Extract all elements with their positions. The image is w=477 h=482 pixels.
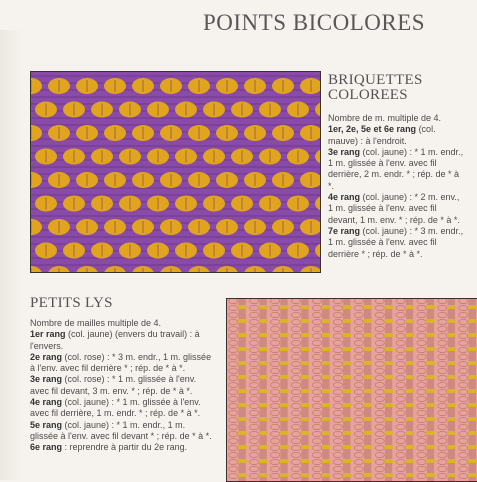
- yellow-stitch-mark: [301, 403, 310, 407]
- yellow-stitch-mark: [175, 243, 197, 259]
- page-gutter: [0, 30, 22, 480]
- yellow-stitch-mark: [301, 431, 310, 435]
- step-text: (col. jaune) (envers du travail) : à l'envers.: [30, 329, 200, 351]
- yellow-stitch-mark: [322, 361, 331, 365]
- yellow-stitch-mark: [405, 319, 414, 323]
- yellow-stitch-mark: [238, 459, 247, 463]
- yellow-stitch-mark: [280, 473, 289, 477]
- step-label: 3e rang: [328, 146, 361, 157]
- step-label: 7e rang: [328, 225, 361, 236]
- step-label: 1er rang: [30, 329, 66, 340]
- yellow-stitch-mark: [447, 417, 456, 421]
- yellow-stitch-mark: [203, 102, 225, 118]
- yellow-stitch-mark: [280, 445, 289, 449]
- yellow-stitch-mark: [132, 78, 154, 94]
- yellow-stitch-mark: [259, 196, 281, 212]
- yellow-stitch-mark: [322, 473, 331, 477]
- yellow-stitch-mark: [48, 219, 70, 235]
- yellow-stitch-mark: [301, 417, 310, 421]
- yellow-stitch-mark: [91, 196, 113, 212]
- yellow-stitch-mark: [238, 473, 247, 477]
- yellow-stitch-mark: [48, 125, 70, 141]
- yellow-stitch-mark: [132, 125, 154, 141]
- yellow-stitch-mark: [405, 459, 414, 463]
- yellow-stitch-mark: [342, 347, 351, 351]
- yellow-stitch-mark: [91, 102, 113, 118]
- yellow-stitch-mark: [468, 347, 477, 351]
- yellow-stitch-mark: [63, 102, 85, 118]
- yellow-stitch-mark: [363, 305, 372, 309]
- yellow-stitch-mark: [104, 125, 126, 141]
- step-row: [30, 329, 215, 352]
- yellow-stitch-mark: [384, 375, 393, 379]
- yellow-stitch-mark: [175, 102, 197, 118]
- yellow-stitch-mark: [259, 319, 268, 323]
- yellow-stitch-mark: [244, 172, 266, 188]
- yellow-stitch-mark: [188, 125, 210, 141]
- yellow-stitch-mark: [238, 431, 247, 435]
- yellow-stitch-mark: [238, 347, 247, 351]
- yellow-stitch-mark: [301, 305, 310, 309]
- yellow-stitch-mark: [259, 389, 268, 393]
- yellow-stitch-mark: [468, 431, 477, 435]
- yellow-stitch-mark: [244, 219, 266, 235]
- yellow-stitch-mark: [301, 319, 310, 323]
- yellow-stitch-mark: [322, 431, 331, 435]
- yellow-stitch-mark: [405, 445, 414, 449]
- step-row: [30, 397, 215, 420]
- briquettes-swatch-image: [30, 71, 321, 273]
- yellow-stitch-mark: [287, 196, 309, 212]
- yellow-stitch-mark: [363, 459, 372, 463]
- yellow-stitch-mark: [238, 417, 247, 421]
- step-text: (col. jaune) : * 1 m. glissée à l'env. avec fil derrière, 1 m. endr. * ; rép. de * à *.: [30, 397, 201, 419]
- yellow-stitch-mark: [238, 445, 247, 449]
- yellow-stitch-mark: [426, 403, 435, 407]
- yellow-stitch-mark: [447, 305, 456, 309]
- yellow-stitch-mark: [322, 375, 331, 379]
- yellow-stitch-mark: [63, 149, 85, 165]
- step-text: (col. jaune) : * 1 m. endr., 1 m. glissée à l'env. avec fil derrière, 2 m. endr. * ; rép. de * à *.: [328, 146, 464, 191]
- yellow-stitch-mark: [63, 196, 85, 212]
- yellow-stitch-mark: [48, 78, 70, 94]
- step-row: [328, 226, 466, 260]
- yellow-stitch-mark: [384, 389, 393, 393]
- yellow-stitch-mark: [447, 445, 456, 449]
- page-title: POINTS BICOLORES: [203, 10, 426, 35]
- yellow-stitch-mark: [272, 125, 294, 141]
- yellow-stitch-mark: [119, 102, 141, 118]
- yellow-stitch-mark: [76, 125, 98, 141]
- yellow-stitch-mark: [322, 445, 331, 449]
- yellow-stitch-mark: [426, 389, 435, 393]
- yellow-stitch-mark: [63, 243, 85, 259]
- yellow-stitch-mark: [35, 243, 57, 259]
- step-row: [30, 442, 215, 453]
- yellow-stitch-mark: [468, 417, 477, 421]
- yellow-stitch-mark: [322, 403, 331, 407]
- yellow-stitch-mark: [322, 305, 331, 309]
- yellow-stitch-mark: [259, 102, 281, 118]
- yellow-stitch-mark: [426, 445, 435, 449]
- yellow-stitch-mark: [426, 319, 435, 323]
- yellow-stitch-mark: [405, 417, 414, 421]
- yellow-stitch-mark: [216, 78, 238, 94]
- yellow-stitch-mark: [259, 445, 268, 449]
- step-row: [328, 124, 466, 147]
- yellow-stitch-mark: [280, 417, 289, 421]
- yellow-stitch-mark: [426, 361, 435, 365]
- yellow-stitch-mark: [104, 172, 126, 188]
- yellow-stitch-mark: [363, 319, 372, 323]
- yellow-stitch-mark: [447, 389, 456, 393]
- yellow-stitch-mark: [363, 417, 372, 421]
- yellow-stitch-mark: [322, 389, 331, 393]
- yellow-stitch-mark: [244, 125, 266, 141]
- yellow-stitch-mark: [468, 403, 477, 407]
- yellow-stitch-mark: [342, 431, 351, 435]
- yellow-stitch-mark: [342, 305, 351, 309]
- yellow-stitch-mark: [363, 431, 372, 435]
- yellow-stitch-mark: [384, 431, 393, 435]
- yellow-stitch-mark: [259, 431, 268, 435]
- yellow-stitch-mark: [426, 333, 435, 337]
- yellow-stitch-mark: [188, 219, 210, 235]
- yellow-stitch-mark: [384, 305, 393, 309]
- yellow-stitch-mark: [280, 319, 289, 323]
- yellow-stitch-mark: [384, 347, 393, 351]
- yellow-stitch-mark: [238, 305, 247, 309]
- yellow-stitch-mark: [384, 319, 393, 323]
- yellow-stitch-mark: [447, 431, 456, 435]
- yellow-stitch-mark: [363, 473, 372, 477]
- yellow-stitch-mark: [322, 459, 331, 463]
- step-text: (col. rose) : * 1 m. glissée à l'env. avec fil devant, 3 m. env. * ; rép. de * à *.: [30, 374, 197, 396]
- yellow-stitch-mark: [384, 403, 393, 407]
- yellow-stitch-mark: [119, 149, 141, 165]
- yellow-stitch-mark: [35, 102, 57, 118]
- section-title-petits-lys: PETITS LYS: [30, 295, 113, 311]
- yellow-stitch-mark: [363, 361, 372, 365]
- yellow-stitch-mark: [322, 333, 331, 337]
- yellow-stitch-mark: [147, 196, 169, 212]
- step-label: 4e rang: [30, 397, 63, 408]
- petits-lys-swatch-image: [226, 298, 477, 482]
- yellow-stitch-mark: [272, 78, 294, 94]
- yellow-stitch-mark: [468, 473, 477, 477]
- yellow-stitch-mark: [132, 219, 154, 235]
- yellow-stitch-mark: [231, 102, 253, 118]
- yellow-stitch-mark: [405, 361, 414, 365]
- yellow-stitch-mark: [203, 196, 225, 212]
- yellow-stitch-mark: [280, 431, 289, 435]
- yellow-stitch-mark: [301, 459, 310, 463]
- yellow-stitch-mark: [147, 243, 169, 259]
- yellow-stitch-mark: [280, 403, 289, 407]
- step-row: [328, 147, 466, 192]
- yellow-stitch-mark: [238, 361, 247, 365]
- yellow-stitch-mark: [104, 78, 126, 94]
- yellow-stitch-mark: [91, 149, 113, 165]
- yellow-stitch-mark: [447, 361, 456, 365]
- yellow-stitch-mark: [468, 319, 477, 323]
- yellow-stitch-mark: [203, 149, 225, 165]
- yellow-stitch-mark: [342, 445, 351, 449]
- yellow-stitch-mark: [259, 375, 268, 379]
- yellow-stitch-mark: [322, 347, 331, 351]
- yellow-stitch-mark: [238, 375, 247, 379]
- section-title-briquettes: [328, 73, 423, 103]
- yellow-stitch-mark: [405, 305, 414, 309]
- yellow-stitch-mark: [342, 333, 351, 337]
- step-text: (col. rose) : * 3 m. endr., 1 m. glissée à l'env. avec fil derrière * ; rép. de * à *.: [30, 351, 212, 374]
- yellow-stitch-mark: [426, 305, 435, 309]
- step-label: 2e rang: [30, 351, 63, 362]
- step-text: (col. jaune) : * 2 m. env., 1 m. glissée à l'env. avec fil devant, 1 m. env. * ; rép. de * à *.: [328, 192, 460, 225]
- yellow-stitch-mark: [405, 473, 414, 477]
- yellow-stitch-mark: [280, 459, 289, 463]
- yellow-stitch-mark: [119, 196, 141, 212]
- yellow-stitch-mark: [280, 333, 289, 337]
- yellow-stitch-mark: [259, 333, 268, 337]
- yellow-stitch-mark: [259, 305, 268, 309]
- yellow-stitch-mark: [119, 243, 141, 259]
- yellow-stitch-mark: [259, 459, 268, 463]
- yellow-stitch-mark: [160, 172, 182, 188]
- yellow-stitch-mark: [405, 389, 414, 393]
- yellow-stitch-mark: [216, 125, 238, 141]
- yellow-stitch-mark: [468, 389, 477, 393]
- step-text: : reprendre à partir du 2e rang.: [62, 442, 188, 453]
- yellow-stitch-mark: [238, 389, 247, 393]
- yellow-stitch-mark: [76, 172, 98, 188]
- yellow-stitch-mark: [363, 347, 372, 351]
- yellow-stitch-mark: [287, 243, 309, 259]
- title-line-1: BRIQUETTES: [328, 72, 423, 88]
- yellow-stitch-mark: [238, 333, 247, 337]
- step-label: 4e rang: [328, 192, 361, 203]
- yellow-stitch-mark: [280, 389, 289, 393]
- yellow-stitch-mark: [132, 172, 154, 188]
- yellow-stitch-mark: [48, 172, 70, 188]
- yellow-stitch-mark: [259, 417, 268, 421]
- yellow-stitch-mark: [384, 361, 393, 365]
- yellow-stitch-mark: [447, 319, 456, 323]
- yellow-stitch-mark: [280, 375, 289, 379]
- step-text: (col. mauve) : à l'endroit.: [328, 124, 436, 146]
- yellow-stitch-mark: [259, 361, 268, 365]
- yellow-stitch-mark: [447, 473, 456, 477]
- yellow-stitch-mark: [287, 102, 309, 118]
- yellow-stitch-mark: [468, 333, 477, 337]
- yellow-stitch-mark: [468, 445, 477, 449]
- yellow-stitch-mark: [231, 149, 253, 165]
- yellow-stitch-mark: [384, 417, 393, 421]
- step-text: (col. jaune) : * 1 m. endr., 1 m. glissée à l'env. avec fil devant * ; rép. de * à *.: [30, 419, 212, 441]
- yellow-stitch-mark: [384, 445, 393, 449]
- yellow-stitch-mark: [363, 389, 372, 393]
- yellow-stitch-mark: [35, 196, 57, 212]
- yellow-stitch-mark: [175, 149, 197, 165]
- yellow-stitch-mark: [160, 219, 182, 235]
- yellow-stitch-mark: [447, 459, 456, 463]
- yellow-stitch-mark: [91, 243, 113, 259]
- yellow-stitch-mark: [188, 172, 210, 188]
- step-row: [328, 192, 466, 226]
- step-label: 3e rang: [30, 374, 63, 385]
- yellow-stitch-mark: [76, 78, 98, 94]
- yellow-stitch-mark: [160, 125, 182, 141]
- yellow-stitch-mark: [322, 319, 331, 323]
- step-label: 5e rang: [30, 419, 63, 430]
- yellow-stitch-mark: [147, 102, 169, 118]
- yellow-stitch-mark: [280, 361, 289, 365]
- yellow-stitch-mark: [426, 375, 435, 379]
- yellow-stitch-mark: [280, 347, 289, 351]
- yellow-stitch-mark: [405, 431, 414, 435]
- yellow-stitch-mark: [426, 473, 435, 477]
- yellow-stitch-mark: [342, 459, 351, 463]
- yellow-stitch-mark: [342, 319, 351, 323]
- yellow-stitch-mark: [244, 78, 266, 94]
- step-row: [30, 420, 215, 443]
- yellow-stitch-mark: [301, 445, 310, 449]
- yellow-stitch-mark: [231, 196, 253, 212]
- yellow-stitch-mark: [447, 403, 456, 407]
- yellow-stitch-mark: [301, 389, 310, 393]
- yellow-stitch-mark: [272, 172, 294, 188]
- yellow-stitch-mark: [301, 333, 310, 337]
- yellow-stitch-mark: [426, 459, 435, 463]
- yellow-stitch-mark: [259, 473, 268, 477]
- yellow-stitch-mark: [35, 149, 57, 165]
- yellow-stitch-mark: [426, 417, 435, 421]
- yellow-stitch-mark: [160, 78, 182, 94]
- yellow-stitch-mark: [301, 375, 310, 379]
- yellow-stitch-mark: [259, 243, 281, 259]
- yellow-stitch-mark: [188, 78, 210, 94]
- yellow-stitch-mark: [238, 319, 247, 323]
- yellow-stitch-mark: [203, 243, 225, 259]
- yellow-stitch-mark: [363, 403, 372, 407]
- yellow-stitch-mark: [342, 375, 351, 379]
- yellow-stitch-mark: [259, 149, 281, 165]
- yellow-stitch-mark: [216, 219, 238, 235]
- yellow-stitch-mark: [468, 375, 477, 379]
- yellow-stitch-mark: [342, 417, 351, 421]
- yellow-stitch-mark: [301, 347, 310, 351]
- stitch-count: Nombre de m. multiple de 4.: [328, 113, 442, 123]
- yellow-stitch-mark: [104, 219, 126, 235]
- yellow-stitch-mark: [175, 196, 197, 212]
- yellow-stitch-mark: [405, 333, 414, 337]
- instructions-petits-lys: [30, 318, 215, 454]
- yellow-stitch-mark: [342, 361, 351, 365]
- yellow-stitch-mark: [468, 361, 477, 365]
- yellow-stitch-mark: [259, 347, 268, 351]
- yellow-stitch-mark: [322, 417, 331, 421]
- yellow-stitch-mark: [216, 172, 238, 188]
- yellow-stitch-mark: [384, 459, 393, 463]
- step-row: [30, 352, 215, 375]
- yellow-stitch-mark: [363, 375, 372, 379]
- yellow-stitch-mark: [259, 403, 268, 407]
- yellow-stitch-mark: [447, 347, 456, 351]
- step-text: (col. jaune) : * 3 m. endr., 1 m. glissée à l'env. avec fil derrière * ; rép. de * à *.: [328, 225, 464, 259]
- step-label: 6e rang: [30, 442, 63, 453]
- yellow-stitch-mark: [468, 459, 477, 463]
- yellow-stitch-mark: [301, 473, 310, 477]
- yellow-stitch-mark: [384, 473, 393, 477]
- yellow-stitch-mark: [405, 347, 414, 351]
- yellow-stitch-mark: [405, 403, 414, 407]
- yellow-stitch-mark: [272, 219, 294, 235]
- yellow-stitch-mark: [363, 445, 372, 449]
- yellow-stitch-mark: [287, 149, 309, 165]
- step-row: [30, 374, 215, 397]
- yellow-stitch-mark: [363, 333, 372, 337]
- yellow-stitch-mark: [426, 431, 435, 435]
- yellow-stitch-mark: [447, 333, 456, 337]
- yellow-stitch-mark: [342, 473, 351, 477]
- yellow-stitch-mark: [447, 375, 456, 379]
- yellow-stitch-mark: [384, 333, 393, 337]
- step-label: 1er, 2e, 5e et 6e rang: [328, 124, 417, 135]
- yellow-stitch-mark: [426, 347, 435, 351]
- yellow-stitch-mark: [76, 219, 98, 235]
- yellow-stitch-mark: [280, 305, 289, 309]
- instructions-briquettes: [328, 113, 466, 260]
- yellow-stitch-mark: [342, 403, 351, 407]
- yellow-stitch-mark: [238, 403, 247, 407]
- yellow-stitch-mark: [342, 389, 351, 393]
- stitch-count: Nombre de mailles multiple de 4.: [30, 318, 162, 328]
- yellow-stitch-mark: [301, 361, 310, 365]
- yellow-stitch-mark: [147, 149, 169, 165]
- yellow-stitch-mark: [468, 305, 477, 309]
- title-line-2: COLOREES: [328, 87, 408, 103]
- yellow-stitch-mark: [231, 243, 253, 259]
- yellow-stitch-mark: [405, 375, 414, 379]
